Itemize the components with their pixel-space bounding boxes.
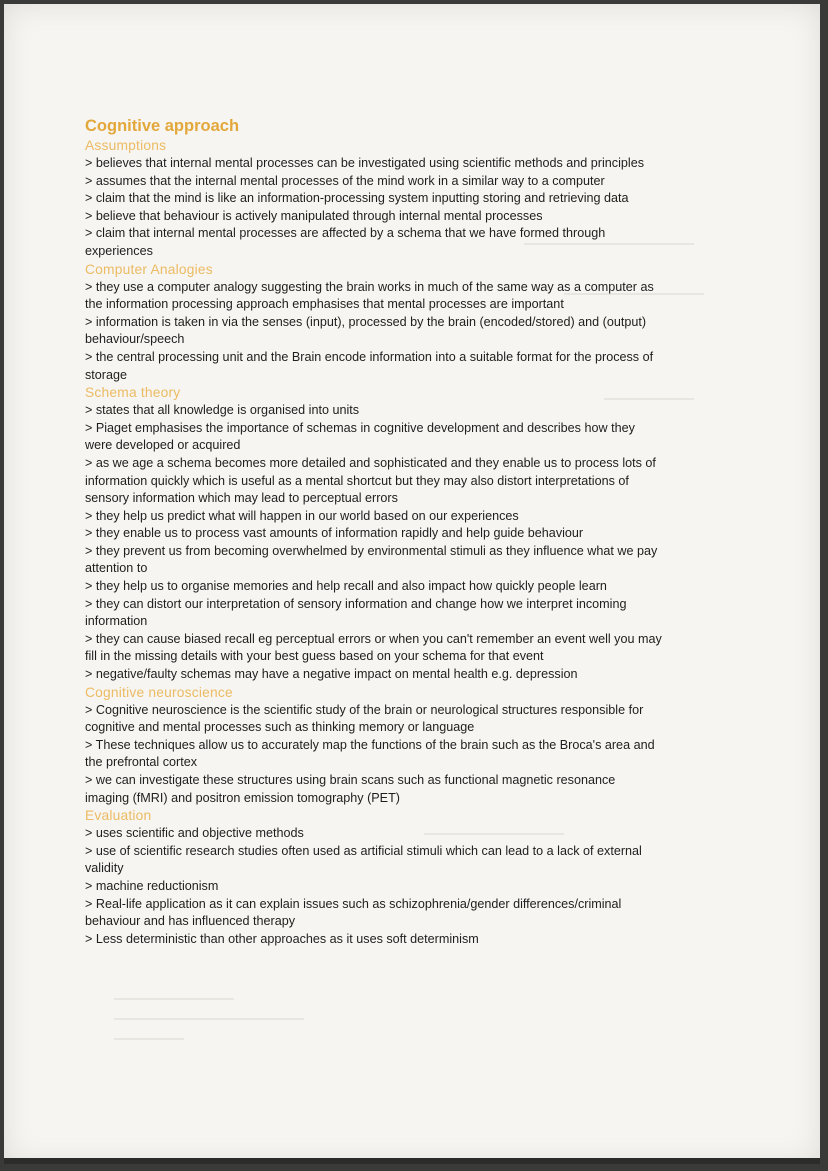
text-line: the information processing approach emphasises that mental processes are important <box>85 297 564 312</box>
text-line: > they help us to organise memories and help recall and also impact how quickly people learn <box>85 579 607 594</box>
text-line: > believes that internal mental processes can be investigated using scientific methods and principles <box>85 156 644 170</box>
paper-sheet <box>4 4 820 1164</box>
text-line: the prefrontal cortex <box>85 755 198 770</box>
text-line: > Piaget emphasises the importance of schemas in cognitive development and describes how they <box>85 420 635 435</box>
section-heading: Cognitive neuroscience <box>85 684 233 700</box>
section-heading: Schema theory <box>85 385 181 401</box>
text-line: information quickly which is useful as a mental shortcut but they may also distort interpretations of <box>85 473 629 488</box>
text-line: > they can cause biased recall eg perceptual errors or when you can't remember an event well you may <box>85 631 662 646</box>
text-line: cognitive and mental processes such as thinking memory or language <box>85 720 475 735</box>
text-line: > they help us predict what will happen in our world based on our experiences <box>85 508 519 523</box>
text-line: > as we age a schema becomes more detailed and sophisticated and they enable us to process lots of <box>85 455 656 470</box>
text-line: > states that all knowledge is organised into units <box>85 403 360 418</box>
text-line: > Cognitive neuroscience is the scientific study of the brain or neurological structures responsible for <box>85 702 644 717</box>
text-line: > Less deterministic than other approaches as it uses soft determinism <box>85 931 479 946</box>
text-line: > they enable us to process vast amounts of information rapidly and help guide behaviour <box>85 526 584 541</box>
text-line: storage <box>85 367 128 382</box>
text-line: > we can investigate these structures using brain scans such as functional magnetic resonance <box>85 773 616 787</box>
text-line: behaviour and has influenced therapy <box>85 914 296 929</box>
section-heading: Computer Analogies <box>85 261 213 277</box>
document-body <box>85 115 705 948</box>
text-line: > believe that behaviour is actively manipulated through internal mental processes <box>85 208 543 223</box>
text-line: > the central processing unit and the Brain encode information into a suitable format for the process of <box>85 349 654 364</box>
text-line: sensory information which may lead to perceptual errors <box>85 491 398 506</box>
section-heading: Assumptions <box>85 138 167 153</box>
text-line: attention to <box>85 561 148 576</box>
text-line: > claim that the mind is like an information-processing system inputting storing and retrieving data <box>85 191 629 206</box>
text-line: > they use a computer analogy suggesting the brain works in much of the same way as a computer as <box>85 279 654 294</box>
text-line: > use of scientific research studies often used as artificial stimuli which can lead to a lack of external <box>85 843 642 858</box>
text-line: > Real-life application as it can explain issues such as schizophrenia/gender differences/criminal <box>85 896 622 911</box>
text-line: imaging (fMRI) and positron emission tomography (PET) <box>85 790 400 805</box>
text-line: > assumes that the internal mental processes of the mind work in a similar way to a computer <box>85 173 605 188</box>
text-line: > machine reductionism <box>85 878 219 893</box>
text-line: > negative/faulty schemas may have a negative impact on mental health e.g. depression <box>85 667 578 682</box>
text-line: > information is taken in via the senses (input), processed by the brain (encoded/stored) and (output) <box>85 314 647 329</box>
text-line: validity <box>85 861 124 876</box>
text-line: > These techniques allow us to accurately map the functions of the brain such as the Broca's area and <box>85 737 655 752</box>
text-line: > they prevent us from becoming overwhelmed by environmental stimuli as they influence what we pay <box>85 543 658 558</box>
text-line: behaviour/speech <box>85 332 185 347</box>
text-line: > claim that internal mental processes are affected by a schema that we have formed through <box>85 226 606 241</box>
text-line: > uses scientific and objective methods <box>85 826 304 841</box>
document-title: Cognitive approach <box>85 117 240 135</box>
text-line: > they can distort our interpretation of sensory information and change how we interpret incoming <box>85 596 627 611</box>
section-heading: Evaluation <box>85 808 152 824</box>
text-line: information <box>85 614 148 629</box>
text-line: fill in the missing details with your best guess based on your schema for that event <box>85 649 544 664</box>
text-line: were developed or acquired <box>85 438 241 453</box>
text-line: experiences <box>85 243 153 258</box>
